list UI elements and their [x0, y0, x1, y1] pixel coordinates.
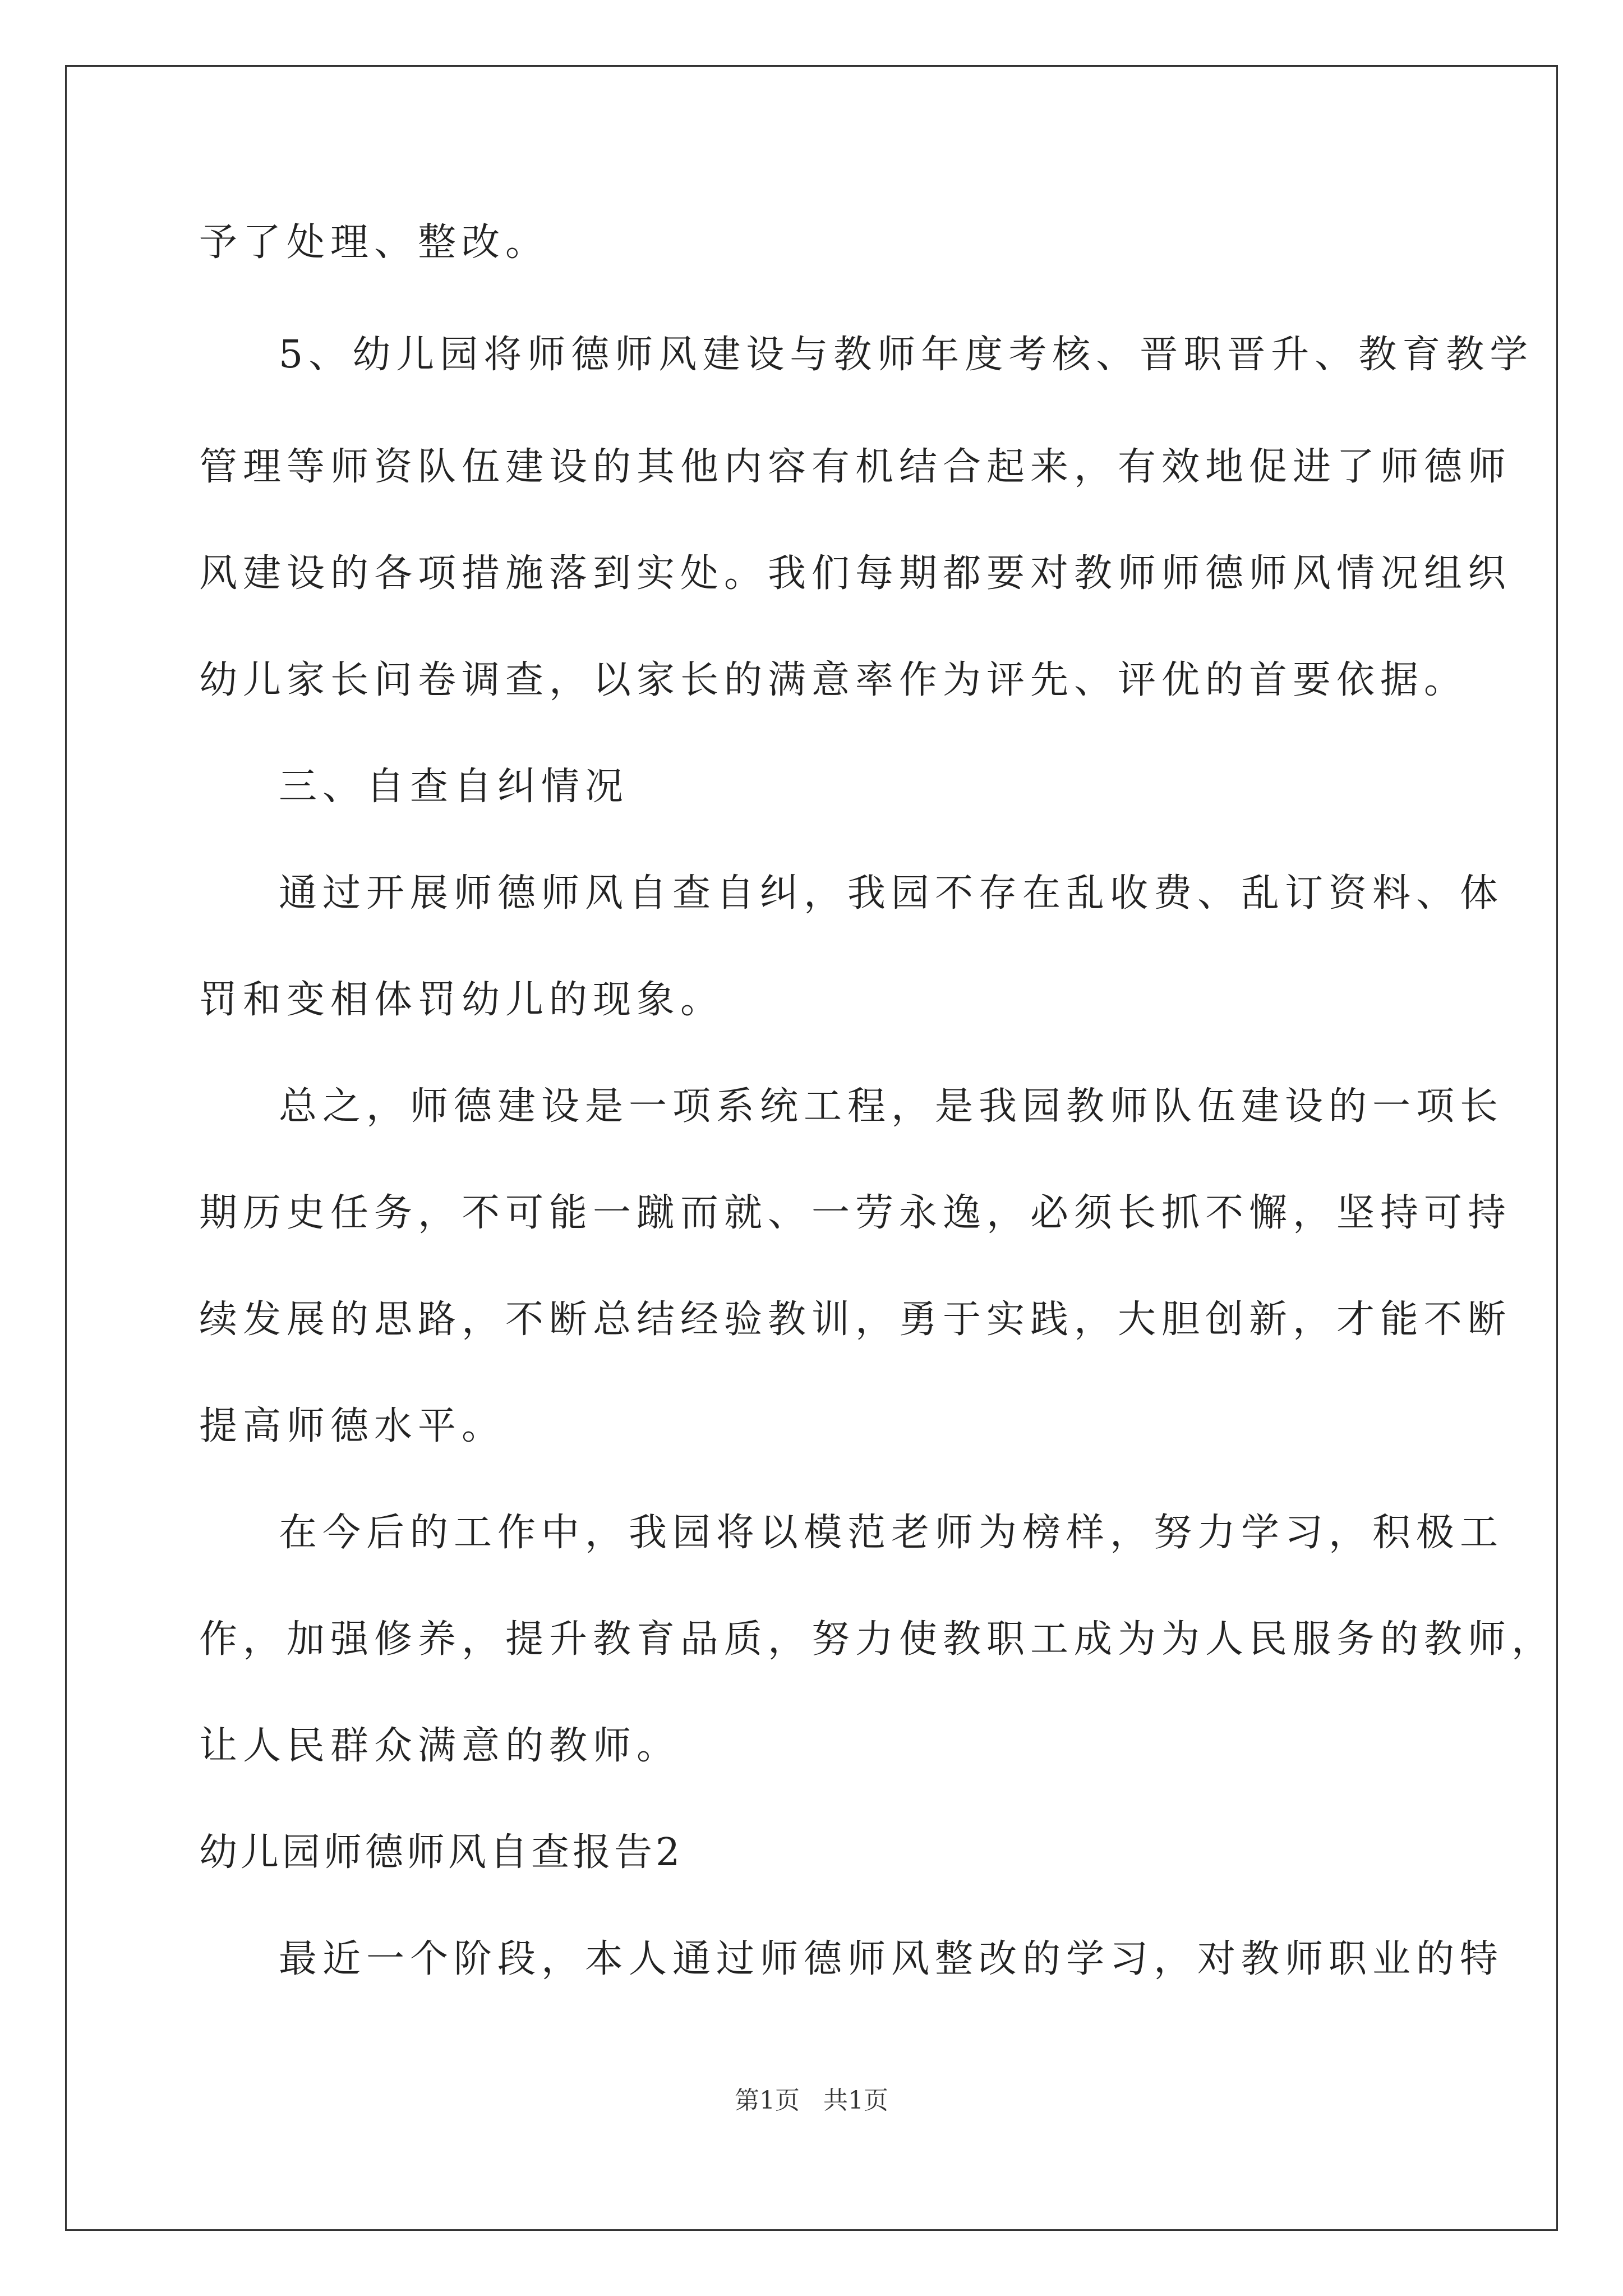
text-line: 总之，师德建设是一项系统工程，是我园教师队伍建设的一项长 [279, 1084, 1504, 1129]
page-footer [0, 2084, 1623, 2118]
text-line: 最近一个阶段，本人通过师德师风整改的学习，对教师职业的特 [279, 1937, 1504, 1981]
text-line: 幼儿家长问卷调查，以家长的满意率作为评先、评优的首要依据。 [199, 658, 1468, 702]
text-line: 提高师德水平。 [199, 1404, 506, 1448]
page-border [65, 65, 1558, 2231]
text-line: 予了处理、整改。 [199, 220, 550, 265]
text-line: 续发展的思路，不断总结经验教训，勇于实践，大胆创新，才能不断 [199, 1297, 1512, 1342]
page-number: 第1页 [735, 2086, 800, 2115]
text-line: 罚和变相体罚幼儿的现象。 [199, 978, 725, 1022]
text-line: 在今后的工作中，我园将以模范老师为榜样，努力学习，积极工 [279, 1511, 1504, 1555]
text-line: 5、幼儿园将师德师风建设与教师年度考核、晋职晋升、教育教学 [279, 333, 1534, 377]
text-line: 期历史任务，不可能一蹴而就、一劳永逸，必须长抓不懈，坚持可持 [199, 1191, 1512, 1235]
page-total: 共1页 [823, 2086, 888, 2115]
text-line: 通过开展师德师风自查自纠，我园不存在乱收费、乱订资料、体 [279, 871, 1504, 915]
text-line: 风建设的各项措施落到实处。我们每期都要对教师师德师风情况组织 [199, 551, 1512, 596]
section-heading: 三、自查自纠情况 [279, 765, 629, 809]
text-line: 作，加强修养，提升教育品质，努力使教职工成为为人民服务的教师， [199, 1617, 1556, 1662]
text-line: 让人民群众满意的教师。 [199, 1724, 681, 1768]
text-line: 管理等师资队伍建设的其他内容有机结合起来，有效地促进了师德师 [199, 445, 1512, 489]
report-title: 幼儿园师德师风自查报告2 [199, 1830, 684, 1875]
